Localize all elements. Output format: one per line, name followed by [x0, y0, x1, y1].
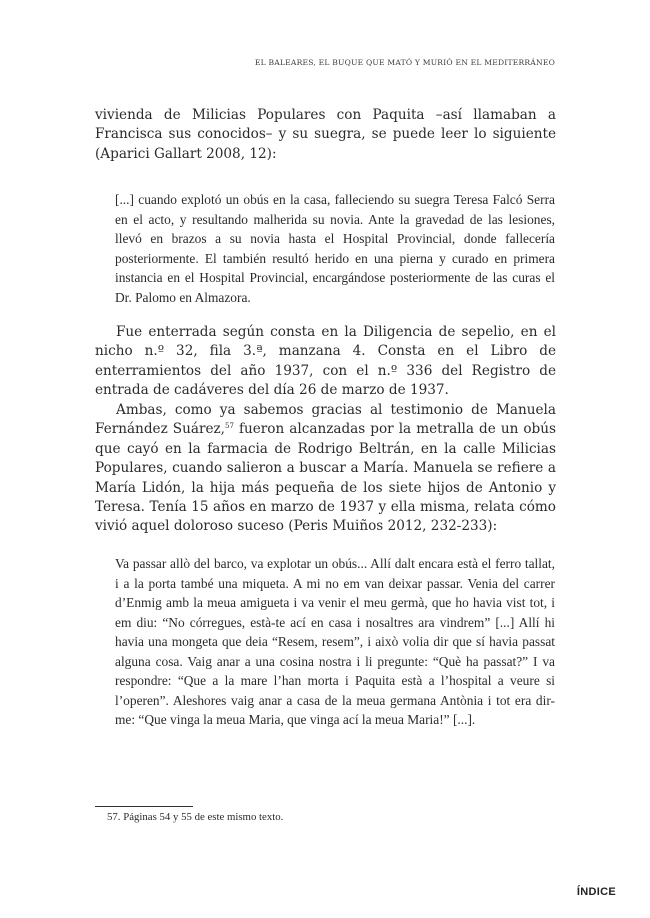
footnote-57: 57. Páginas 54 y 55 de este mismo texto. — [107, 811, 284, 823]
index-link[interactable]: ÍNDICE — [576, 886, 616, 898]
footnote-reference[interactable]: 57 — [225, 422, 234, 431]
block-quote-hospital: [...] cuando explotó un obús en la casa, falleciendo su suegra Teresa Falcó Serra en el acto, y resultando malherida su novia. Ante la gravedad de las lesiones, llevó en brazos a su novia hasta el Hospital Provincial, donde fallecería posteriormente. El también resultó herido en una pierna y curado en primera instancia en el Hospital Provincial, encargándose posteriormente de las curas el Dr. Palomo en Almazora. — [115, 192, 555, 305]
running-header: EL BALEARES, EL BUQUE QUE MATÓ Y MURIÓ EN EL MEDITERRÁNEO — [254, 58, 555, 67]
paragraph-intro-text: vivienda de Milicias Populares con Paquita –así llamaban a Francisca sus conocidos– y su suegra, se puede leer lo siguiente (Aparici Gallart 2008, 12): — [95, 107, 556, 162]
paragraph-burial — [95, 323, 556, 401]
paragraph-intro — [95, 106, 556, 164]
testimony-text-start: Ambas, como ya sabemos gracias al testimonio de Manuela Fernández Suárez, — [95, 402, 556, 438]
paragraph-burial-text: Fue enterrada según consta en la Diligencia de sepelio, en el nicho n.º 32, fila 3.ª, manzana 4. Consta en el Libro de enterramientos del año 1937, con el n.º 336 del Registro de entrada de cadáveres del día 26 de marzo de 1937. — [95, 324, 556, 399]
paragraph-testimony-text — [95, 401, 556, 537]
footnote-separator — [95, 806, 193, 807]
paragraph-testimony — [95, 401, 556, 537]
testimony-text-end: fueron alcanzadas por la metralla de un obús que cayó en la farmacia de Rodrigo Beltrán, en la calle Milicias Populares, cuando salieron a buscar a María. Manuela se refiere a María Lidón, la hija más pequeña de los siete hijos de Antonio y Teresa. Tenía 15 años en marzo de 1937 y ella misma, relata cómo vivió aquel doloroso suceso (Peris Muiños 2012, 232-233): — [95, 421, 556, 535]
block-quote-testimony: Va passar allò del barco, va explotar un obús... Allí dalt encara està el ferro tallat, i a la porta també una miqueta. A mi no em van deixar passar. Venia del carrer d’Enmig amb la meua amigueta i va venir el meu germà, que ho havia vist tot, i em diu: “No córregues, està-te ací en casa i nosaltres ara vindrem” [...] Allí hi havia una mongeta que deia “Resem, resem”, i això volia dir que sí havia passat alguna cosa. Vaig anar a una cosina nostra i li pregunte: “Què ha passat?” I va respondre: “Que a la mare l’han morta i Paquita està a l’hospital a veure si l’operen”. Aleshores vaig anar a casa de la meua germana Antònia i tot era dir-me: “Que vinga la meua Maria, que vinga ací la meua Maria!” [...]. — [115, 556, 555, 727]
